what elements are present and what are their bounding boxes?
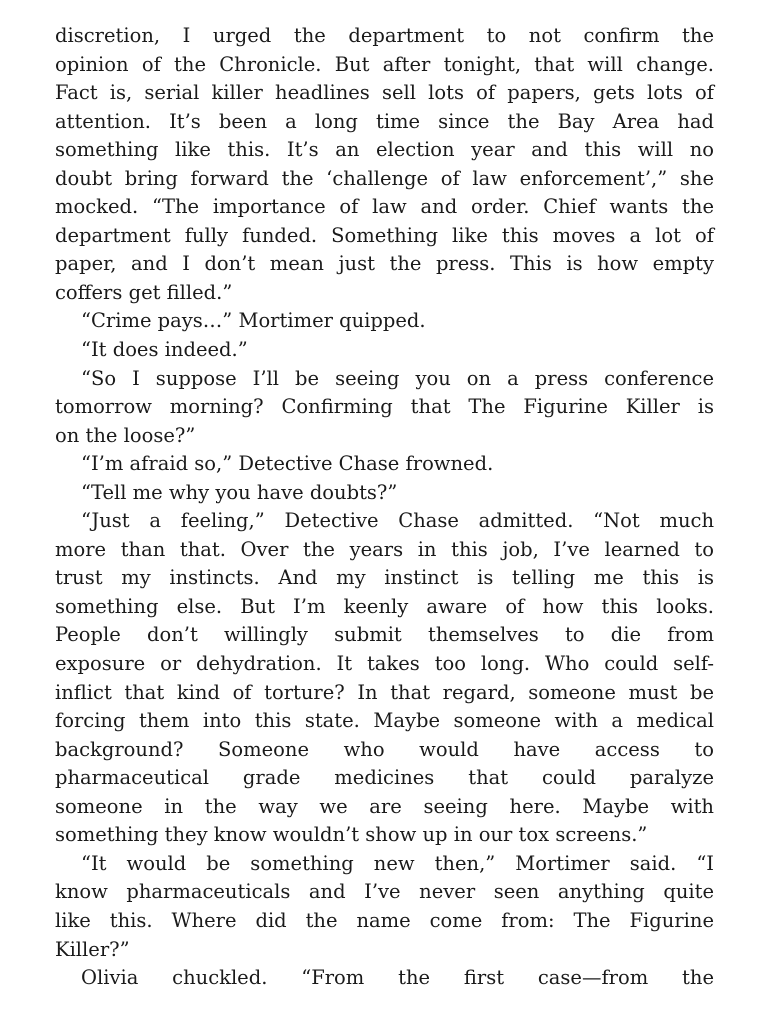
- text-line: “Tell me why you have doubts?”: [81, 480, 398, 504]
- text-line: discretion, I urged the department to not confirm the: [55, 24, 714, 47]
- text-line: trust my instincts. And my instinct is telling me this is: [55, 566, 714, 590]
- text-line: doubt bring forward the ‘challenge of law enforcement’,” she: [55, 166, 714, 190]
- text-line: exposure or dehydration. It takes too long. Who could self-: [55, 652, 714, 676]
- text-line: mocked. “The importance of law and order. Chief wants the: [55, 195, 714, 219]
- text-line: Killer?”: [55, 937, 130, 961]
- text-line: know pharmaceuticals and I’ve never seen anything quite: [55, 880, 714, 904]
- text-line: pharmaceutical grade medicines that could paralyze: [55, 766, 714, 790]
- text-line: opinion of the Chronicle. But after tonight, that will change.: [55, 52, 714, 76]
- text-line: “So I suppose I’ll be seeing you on a press conference: [81, 366, 714, 390]
- text-line: “Crime pays…” Mortimer quipped.: [81, 309, 426, 333]
- text-line: paper, and I don’t mean just the press. This is how empty: [55, 252, 714, 276]
- text-line: coffers get filled.”: [55, 280, 233, 304]
- text-line: something else. But I’m keenly aware of how this looks.: [55, 594, 714, 618]
- text-line: forcing them into this state. Maybe someone with a medical: [55, 709, 714, 733]
- text-line: attention. It’s been a long time since the Bay Area had: [55, 109, 714, 133]
- text-line: background? Someone who would have access to: [55, 737, 714, 761]
- text-line: department fully funded. Something like this moves a lot of: [55, 223, 714, 247]
- text-line: “It would be something new then,” Mortimer said. “I: [81, 851, 714, 875]
- text-line: Olivia chuckled. “From the first case—from the: [81, 966, 714, 990]
- text-line: more than that. Over the years in this job, I’ve learned to: [55, 537, 714, 561]
- text-line: something they know wouldn’t show up in our tox screens.”: [55, 823, 648, 847]
- text-line: on the loose?”: [55, 423, 196, 447]
- text-line: inflict that kind of torture? In that regard, someone must be: [55, 680, 714, 704]
- book-page-text: [55, 22, 714, 993]
- text-line: like this. Where did the name come from: The Figurine: [55, 908, 714, 932]
- text-line: “I’m afraid so,” Detective Chase frowned.: [81, 452, 494, 476]
- text-line: someone in the way we are seeing here. Maybe with: [55, 794, 714, 818]
- text-line: something like this. It’s an election year and this will no: [55, 138, 714, 162]
- text-line: People don’t willingly submit themselves to die from: [55, 623, 714, 647]
- text-line: “Just a feeling,” Detective Chase admitted. “Not much: [81, 509, 714, 533]
- text-line: Fact is, serial killer headlines sell lots of papers, gets lots of: [55, 81, 714, 105]
- text-line: “It does indeed.”: [81, 338, 248, 362]
- text-line: tomorrow morning? Confirming that The Figurine Killer is: [55, 395, 714, 419]
